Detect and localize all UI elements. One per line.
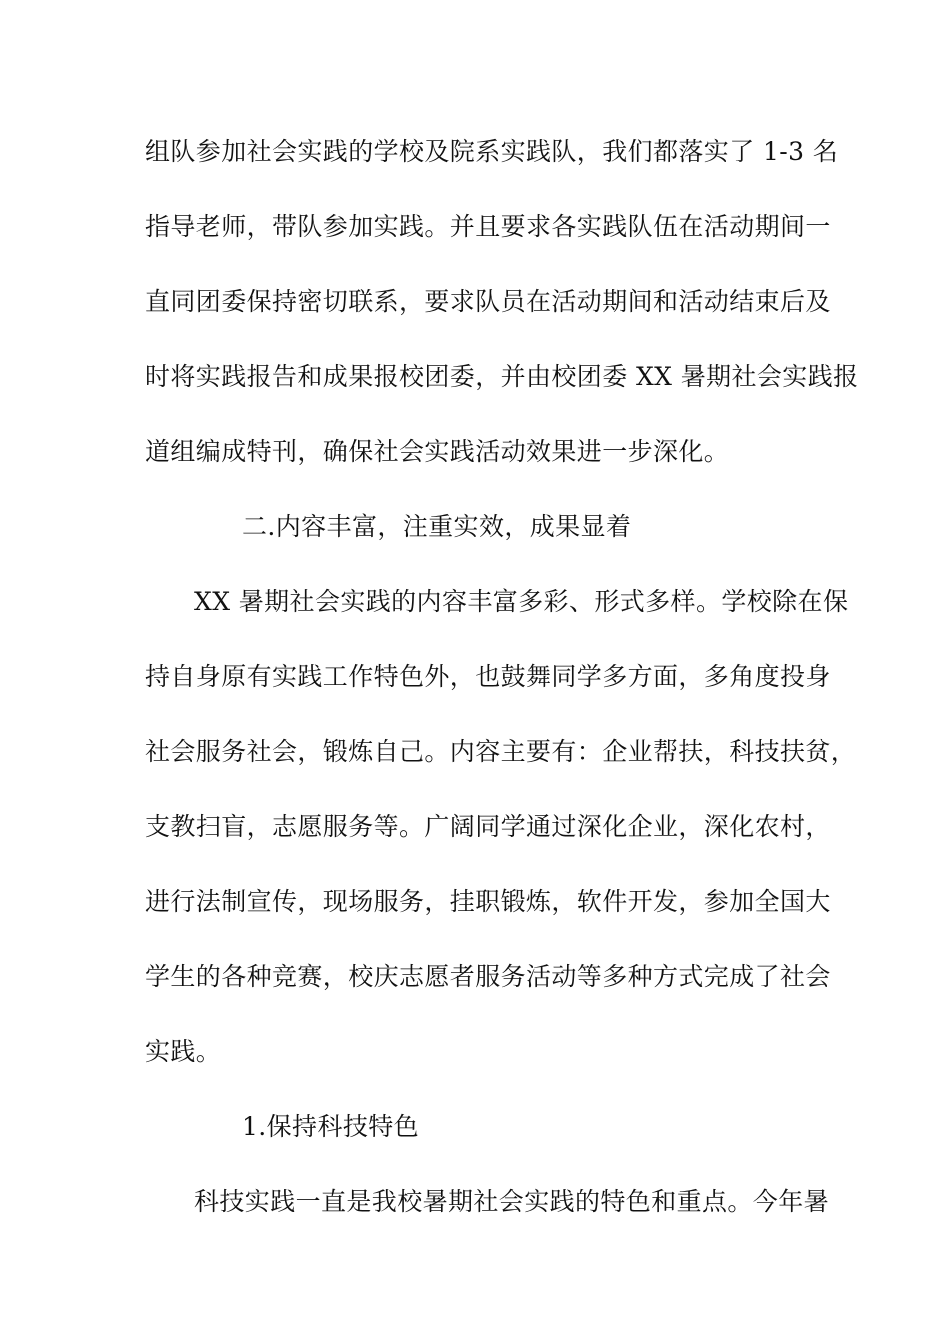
paragraph-line: 道组编成特刊，确保社会实践活动效果进一步深化。 bbox=[145, 437, 730, 466]
paragraph-line: 学生的各种竞赛，校庆志愿者服务活动等多种方式完成了社会 bbox=[145, 962, 831, 991]
paragraph-line: 直同团委保持密切联系，要求队员在活动期间和活动结束后及 bbox=[145, 287, 831, 316]
paragraph-line: 持自身原有实践工作特色外，也鼓舞同学多方面，多角度投身 bbox=[145, 662, 831, 691]
paragraph-line: 指导老师，带队参加实践。并且要求各实践队伍在活动期间一 bbox=[145, 212, 831, 241]
paragraph-line: 社会服务社会，锻炼自己。内容主要有：企业帮扶，科技扶贫， bbox=[145, 737, 857, 766]
paragraph-line: 时将实践报告和成果报校团委，并由校团委 XX 暑期社会实践报 bbox=[145, 362, 859, 391]
paragraph-line: 进行法制宣传，现场服务，挂职锻炼，软件开发，参加全国大 bbox=[145, 887, 831, 916]
paragraph-line: 组队参加社会实践的学校及院系实践队，我们都落实了 1-3 名 bbox=[145, 137, 839, 166]
paragraph-line: 支教扫盲，志愿服务等。广阔同学通过深化企业，深化农村， bbox=[145, 812, 831, 841]
paragraph-line: XX 暑期社会实践的内容丰富多彩、形式多样。学校除在保 bbox=[194, 587, 849, 616]
section-heading: 二.内容丰富，注重实效，成果显着 bbox=[242, 512, 632, 541]
paragraph-line: 实践。 bbox=[145, 1037, 222, 1066]
subsection-heading: 1.保持科技特色 bbox=[242, 1112, 420, 1141]
paragraph-line: 科技实践一直是我校暑期社会实践的特色和重点。今年暑 bbox=[194, 1187, 830, 1216]
